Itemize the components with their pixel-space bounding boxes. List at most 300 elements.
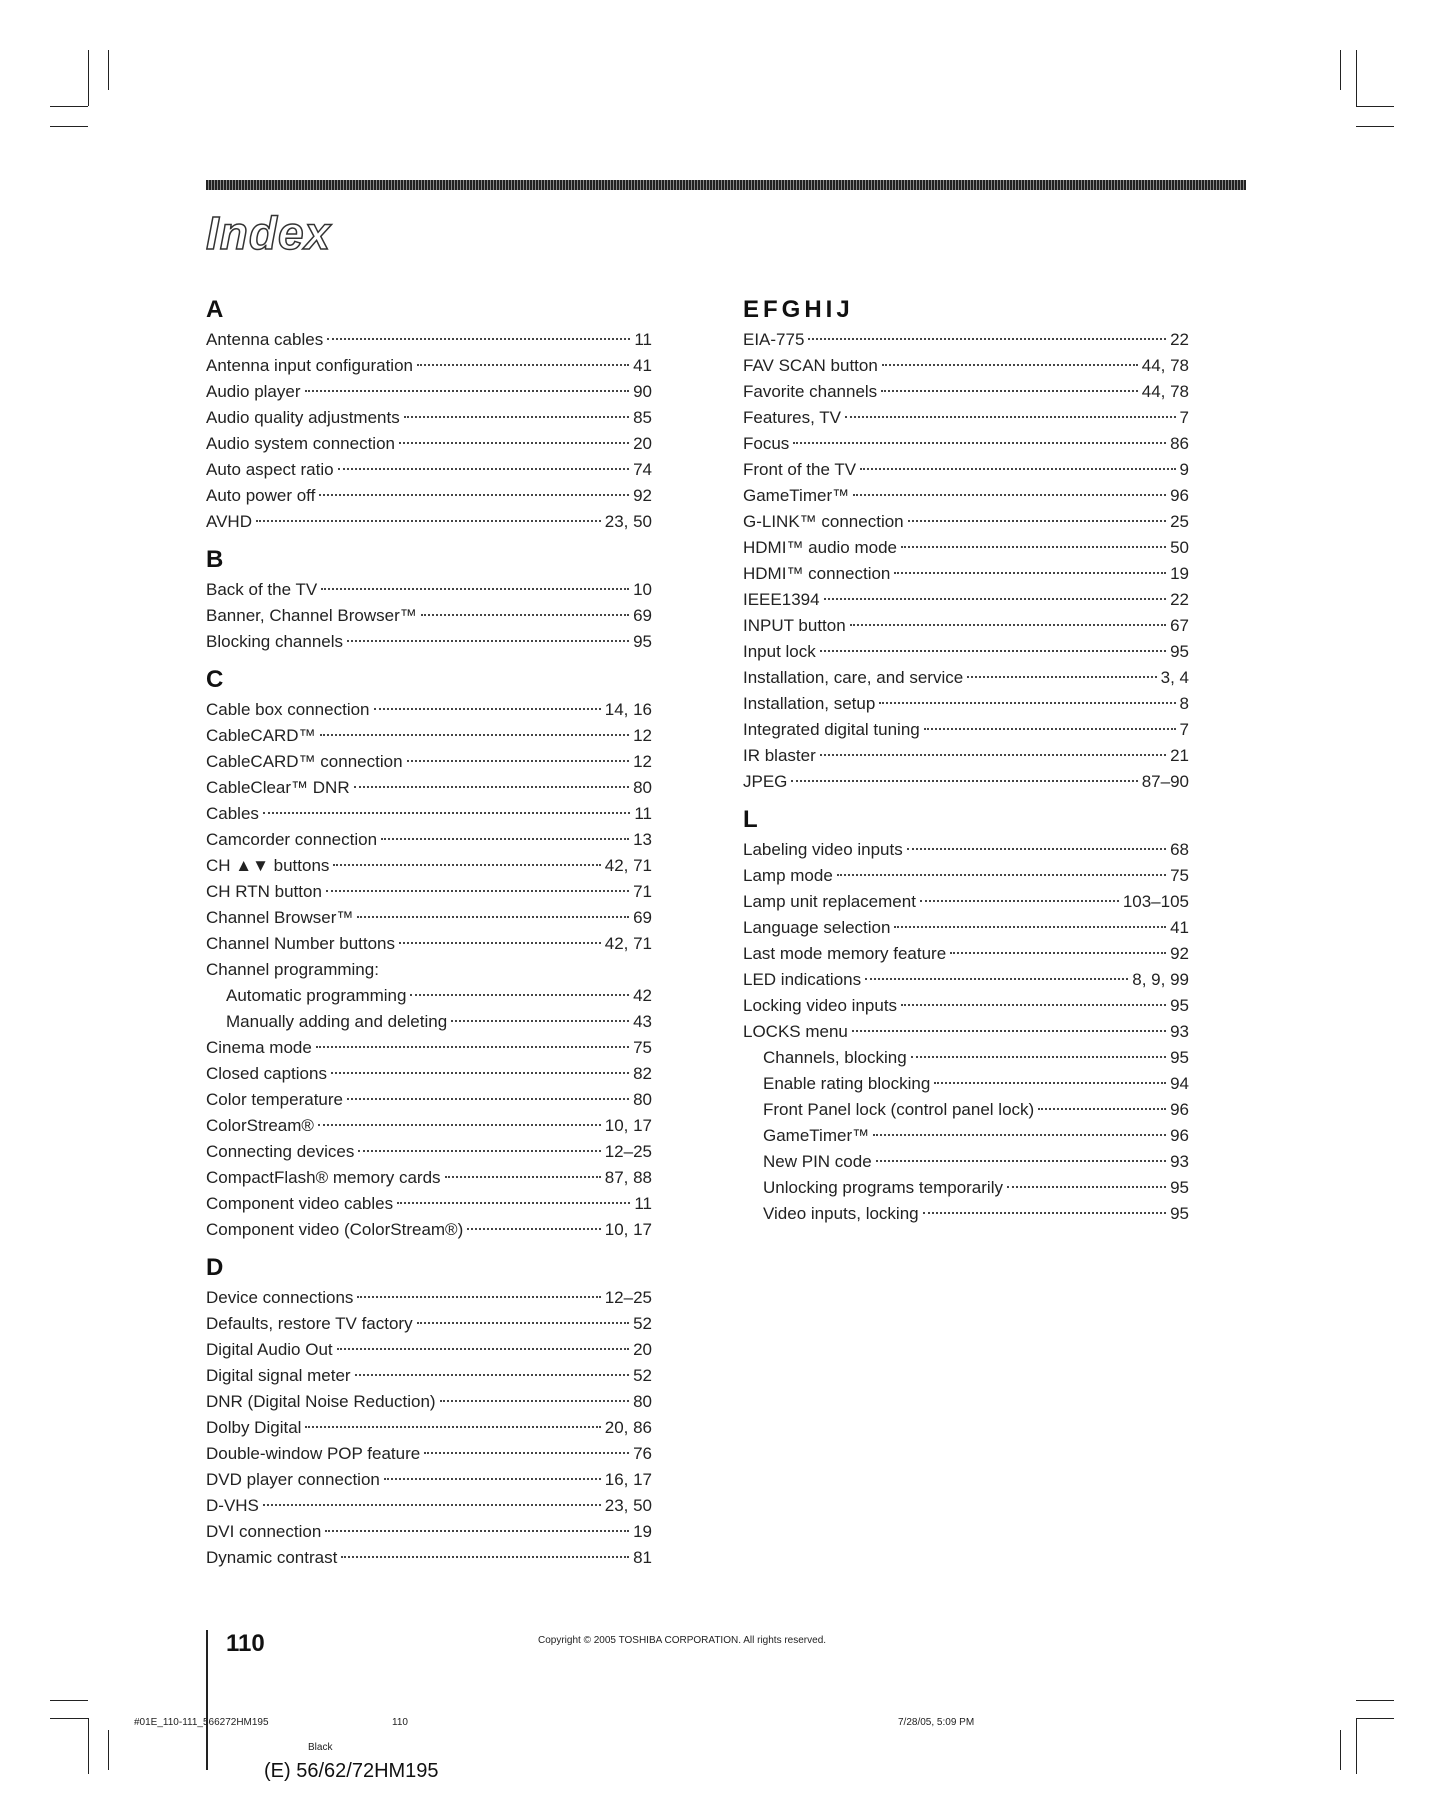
entry-term: Lamp mode [743,866,833,885]
entry-pages: 67 [1170,616,1189,635]
entry-pages: 12 [633,726,652,745]
index-entry [206,327,652,353]
index-entry [206,749,652,775]
entry-term: Connecting devices [206,1142,355,1161]
entry-pages: 7 [1179,408,1189,427]
entry-term: Defaults, restore TV factory [206,1314,413,1333]
header-rule [206,180,1246,190]
dot-leader [347,1098,629,1100]
entry-term: JPEG [743,772,788,791]
entry-pages: 85 [633,408,652,427]
crop-mark [1340,50,1341,90]
entry-term: Last mode memory feature [743,944,947,963]
entry-pages: 25 [1170,512,1189,531]
dot-leader [384,1478,601,1480]
entry-pages: 87–90 [1141,772,1189,791]
page-number: 110 [226,1630,265,1657]
dot-leader [882,364,1138,366]
page-title: Index [206,207,332,259]
dot-leader [424,1452,629,1454]
entry-pages: 93 [1170,1152,1189,1171]
dot-leader [331,1072,629,1074]
index-entry [206,1139,652,1165]
index-entry [743,1071,1189,1097]
dot-leader [417,1322,629,1324]
entry-pages: 80 [633,778,652,797]
entry-term: CH RTN button [206,882,322,901]
entry-term: GameTimer™ [743,486,850,505]
dot-leader [894,572,1166,574]
slug-page: 110 [392,1717,408,1728]
dot-leader [354,786,629,788]
entry-pages: 23, 50 [604,512,652,531]
entry-term: Double-window POP feature [206,1444,421,1463]
dot-leader [399,442,629,444]
entry-term: IEEE1394 [743,590,820,609]
entry-pages: 103–105 [1122,892,1189,911]
entry-pages: 10, 17 [604,1116,652,1135]
entry-pages: 12 [633,752,652,771]
section-letter: B [206,546,228,573]
dot-leader [467,1228,600,1230]
index-entry [743,431,1189,457]
dot-leader [820,650,1166,652]
entry-term: Locking video inputs [743,996,898,1015]
entry-term: Channel Number buttons [206,934,396,953]
model-number: (E) 56/62/72HM195 [264,1760,439,1782]
entry-term: Unlocking programs temporarily [763,1178,1003,1197]
crop-mark [1356,50,1357,106]
entry-pages: 96 [1170,1126,1189,1145]
index-column-right [743,295,1189,1227]
entry-term: Installation, setup [743,694,876,713]
slug-color: Black [308,1742,333,1753]
crop-mark [88,1718,89,1774]
index-entry [743,1149,1189,1175]
crop-mark [50,1718,88,1719]
entry-pages: 8, 9, 99 [1132,970,1189,989]
entry-pages: 74 [633,460,652,479]
entry-pages: 16, 17 [604,1470,652,1489]
index-entry [743,613,1189,639]
entry-term: Video inputs, locking [763,1204,919,1223]
index-entry [743,837,1189,863]
dot-leader [924,728,1176,730]
index-entry [743,1019,1189,1045]
index-entry [206,1519,652,1545]
page-number-bar [206,1630,208,1770]
entry-pages: 9 [1179,460,1189,479]
index-entry [743,889,1189,915]
entry-term: Back of the TV [206,580,318,599]
entry-pages: 44, 78 [1141,356,1189,375]
index-entry [743,1201,1189,1227]
dot-leader [901,546,1166,548]
index-entry [206,405,652,431]
index-entry [743,967,1189,993]
entry-pages: 42, 71 [604,934,652,953]
entry-term: DVI connection [206,1522,322,1541]
index-entry [206,603,652,629]
entry-term: IR blaster [743,746,816,765]
entry-pages: 12–25 [604,1142,652,1161]
entry-pages: 22 [1170,330,1189,349]
entry-term: Digital Audio Out [206,1340,333,1359]
entry-term: Channel Browser™ [206,908,354,927]
crop-mark [50,106,88,107]
entry-term: Integrated digital tuning [743,720,920,739]
dot-leader [860,468,1175,470]
entry-term: Cable box connection [206,700,370,719]
entry-term: Auto aspect ratio [206,460,334,479]
entry-term: CableClear™ DNR [206,778,350,797]
entry-term: CH ▲▼ buttons [206,856,330,875]
entry-pages: 90 [633,382,652,401]
index-entry [206,983,652,1009]
section-letter: D [206,1254,228,1281]
entry-term: Audio quality adjustments [206,408,400,427]
dot-leader [908,520,1166,522]
entry-term: Favorite channels [743,382,878,401]
entry-term: Device connections [206,1288,354,1307]
index-entry [206,1087,652,1113]
slug-file: #01E_110-111_566272HM195 [134,1717,269,1728]
index-entry [206,1363,652,1389]
dot-leader [865,978,1128,980]
entry-term: FAV SCAN button [743,356,878,375]
dot-leader [793,442,1166,444]
index-entry [206,1493,652,1519]
dot-leader [920,900,1119,902]
index-entry [743,1175,1189,1201]
entry-term: CompactFlash® memory cards [206,1168,441,1187]
entry-pages: 69 [633,606,652,625]
dot-leader [853,494,1166,496]
index-entry [206,1061,652,1087]
entry-term: Closed captions [206,1064,327,1083]
index-entry [206,853,652,879]
index-entry [743,941,1189,967]
entry-pages: 43 [633,1012,652,1031]
dot-leader [820,754,1166,756]
entry-term: Antenna cables [206,330,324,349]
index-column-left [206,295,652,1571]
dot-leader [923,1212,1166,1214]
index-entry [206,483,652,509]
dot-leader [451,1020,629,1022]
entry-term: Component video cables [206,1194,394,1213]
entry-pages: 10, 17 [604,1220,652,1239]
dot-leader [327,338,630,340]
entry-term: Dolby Digital [206,1418,302,1437]
dot-leader [358,1150,600,1152]
dot-leader [318,1124,601,1126]
entry-term: Language selection [743,918,891,937]
dot-leader [326,890,629,892]
dot-leader [808,338,1166,340]
index-entry [206,879,652,905]
entry-term: Input lock [743,642,816,661]
dot-leader [850,624,1166,626]
entry-pages: 86 [1170,434,1189,453]
dot-leader [316,1046,629,1048]
entry-pages: 44, 78 [1141,382,1189,401]
dot-leader [410,994,629,996]
dot-leader [967,676,1156,678]
dot-leader [347,640,629,642]
dot-leader [397,1202,630,1204]
index-entry [743,353,1189,379]
dot-leader [901,1004,1166,1006]
entry-term: CableCARD™ [206,726,316,745]
entry-term: DVD player connection [206,1470,380,1489]
index-entry [206,775,652,801]
entry-pages: 22 [1170,590,1189,609]
entry-term: Banner, Channel Browser™ [206,606,417,625]
entry-pages: 13 [633,830,652,849]
entry-term: Front of the TV [743,460,857,479]
dot-leader [399,942,601,944]
dot-leader [355,1374,630,1376]
index-entry [206,1389,652,1415]
entry-pages: 92 [1170,944,1189,963]
entry-term: New PIN code [763,1152,872,1171]
dot-leader [852,1030,1166,1032]
dot-leader [374,708,601,710]
dot-leader [404,416,629,418]
entry-pages: 92 [633,486,652,505]
dot-leader [907,848,1166,850]
entry-pages: 19 [633,1522,652,1541]
entry-term: LED indications [743,970,862,989]
crop-mark [1356,1700,1394,1701]
index-entry [743,691,1189,717]
index-entry [206,931,652,957]
entry-pages: 42, 71 [604,856,652,875]
index-entry [743,587,1189,613]
dot-leader [305,390,630,392]
index-entry [743,457,1189,483]
crop-mark [1340,1730,1341,1770]
entry-pages: 69 [633,908,652,927]
entry-term: HDMI™ connection [743,564,891,583]
index-entry [206,1217,652,1243]
entry-pages: 95 [633,632,652,651]
entry-pages: 68 [1170,840,1189,859]
entry-term: Color temperature [206,1090,344,1109]
entry-term: Dynamic contrast [206,1548,338,1567]
index-entry [206,1415,652,1441]
entry-term: Installation, care, and service [743,668,964,687]
dot-leader [845,416,1176,418]
entry-term: Channel programming: [206,960,379,979]
index-entry [206,577,652,603]
entry-term: INPUT button [743,616,846,635]
entry-pages: 11 [634,804,652,823]
dot-leader [333,864,600,866]
entry-pages: 87, 88 [604,1168,652,1187]
index-entry [743,379,1189,405]
index-entry [743,1123,1189,1149]
dot-leader [337,1348,629,1350]
entry-term: Features, TV [743,408,841,427]
entry-pages: 14, 16 [604,700,652,719]
entry-term: Labeling video inputs [743,840,903,859]
index-entry [743,717,1189,743]
entry-pages: 75 [633,1038,652,1057]
entry-pages: 95 [1170,1204,1189,1223]
index-entry [743,327,1189,353]
dot-leader [319,494,629,496]
dot-leader [338,468,630,470]
entry-pages: 94 [1170,1074,1189,1093]
slug-date: 7/28/05, 5:09 PM [898,1717,975,1728]
entry-pages: 76 [633,1444,652,1463]
crop-mark [108,1730,109,1770]
entry-term: DNR (Digital Noise Reduction) [206,1392,436,1411]
entry-term: EIA-775 [743,330,805,349]
index-entry [743,1045,1189,1071]
entry-term: Blocking channels [206,632,344,651]
dot-leader [950,952,1166,954]
index-entry [206,457,652,483]
entry-term: ColorStream® [206,1116,314,1135]
entry-pages: 95 [1170,1178,1189,1197]
entry-pages: 50 [1170,538,1189,557]
index-entry [743,993,1189,1019]
entry-pages: 82 [633,1064,652,1083]
entry-term: Cinema mode [206,1038,312,1057]
entry-pages: 80 [633,1090,652,1109]
dot-leader [320,734,629,736]
entry-term: Channels, blocking [763,1048,907,1067]
dot-leader [824,598,1167,600]
index-entry [206,1191,652,1217]
index-entry [743,665,1189,691]
dot-leader [440,1400,630,1402]
dot-leader [1007,1186,1166,1188]
index-entry [206,905,652,931]
entry-pages: 81 [633,1548,652,1567]
index-entry [743,769,1189,795]
entry-pages: 8 [1179,694,1189,713]
entry-pages: 95 [1170,996,1189,1015]
dot-leader [421,614,629,616]
index-entry [206,509,652,535]
entry-term: Front Panel lock (control panel lock) [763,1100,1035,1119]
crop-mark [50,1700,88,1701]
entry-term: Manually adding and deleting [226,1012,448,1031]
entry-term: Component video (ColorStream®) [206,1220,464,1239]
entry-pages: 71 [633,882,652,901]
dot-leader [263,1504,601,1506]
index-entry [206,957,652,983]
entry-term: AVHD [206,512,252,531]
crop-mark [1356,106,1394,107]
index-entry [206,801,652,827]
index-entry [206,1545,652,1571]
index-entry [206,697,652,723]
entry-pages: 21 [1170,746,1189,765]
dot-leader [325,1530,629,1532]
index-entry [206,1467,652,1493]
entry-pages: 20 [633,1340,652,1359]
entry-pages: 95 [1170,1048,1189,1067]
dot-leader [381,838,629,840]
crop-mark [108,50,109,90]
entry-pages: 11 [634,1194,652,1213]
entry-pages: 52 [633,1366,652,1385]
dot-leader [263,812,630,814]
index-entry [206,629,652,655]
crop-mark [1356,1718,1394,1719]
entry-term: Digital signal meter [206,1366,351,1385]
index-entry [743,863,1189,889]
index-entry [743,405,1189,431]
index-entry [206,379,652,405]
dot-leader [341,1556,629,1558]
entry-pages: 80 [633,1392,652,1411]
entry-term: Auto power off [206,486,316,505]
index-entry [743,743,1189,769]
entry-pages: 12–25 [604,1288,652,1307]
dot-leader [873,1134,1166,1136]
entry-pages: 42 [633,986,652,1005]
entry-term: Focus [743,434,790,453]
index-entry [206,1035,652,1061]
entry-pages: 10 [633,580,652,599]
entry-term: D-VHS [206,1496,259,1515]
index-entry [206,1009,652,1035]
crop-mark [50,126,88,127]
index-entry [743,915,1189,941]
entry-term: Audio player [206,382,301,401]
dot-leader [876,1160,1166,1162]
dot-leader [837,874,1166,876]
entry-term: Lamp unit replacement [743,892,916,911]
section-letter: L [743,806,762,833]
entry-pages: 41 [633,356,652,375]
dot-leader [911,1056,1166,1058]
entry-term: GameTimer™ [763,1126,870,1145]
index-entry [743,509,1189,535]
index-entry [743,1097,1189,1123]
index-entry [206,1285,652,1311]
entry-pages: 3, 4 [1160,668,1189,687]
index-entry [206,1441,652,1467]
entry-term: Antenna input configuration [206,356,413,375]
entry-pages: 52 [633,1314,652,1333]
entry-pages: 95 [1170,642,1189,661]
dot-leader [445,1176,601,1178]
dot-leader [879,702,1175,704]
entry-pages: 41 [1170,918,1189,937]
index-entry [206,827,652,853]
dot-leader [407,760,630,762]
dot-leader [1038,1108,1166,1110]
dot-leader [791,780,1137,782]
dot-leader [881,390,1138,392]
entry-pages: 93 [1170,1022,1189,1041]
entry-pages: 96 [1170,1100,1189,1119]
index-entry [206,1165,652,1191]
section-letter: C [206,666,228,693]
entry-pages: 11 [634,330,652,349]
index-entry [206,431,652,457]
index-entry [743,483,1189,509]
section-letter: A [206,296,228,323]
section-letter: EFGHIJ [743,296,854,323]
